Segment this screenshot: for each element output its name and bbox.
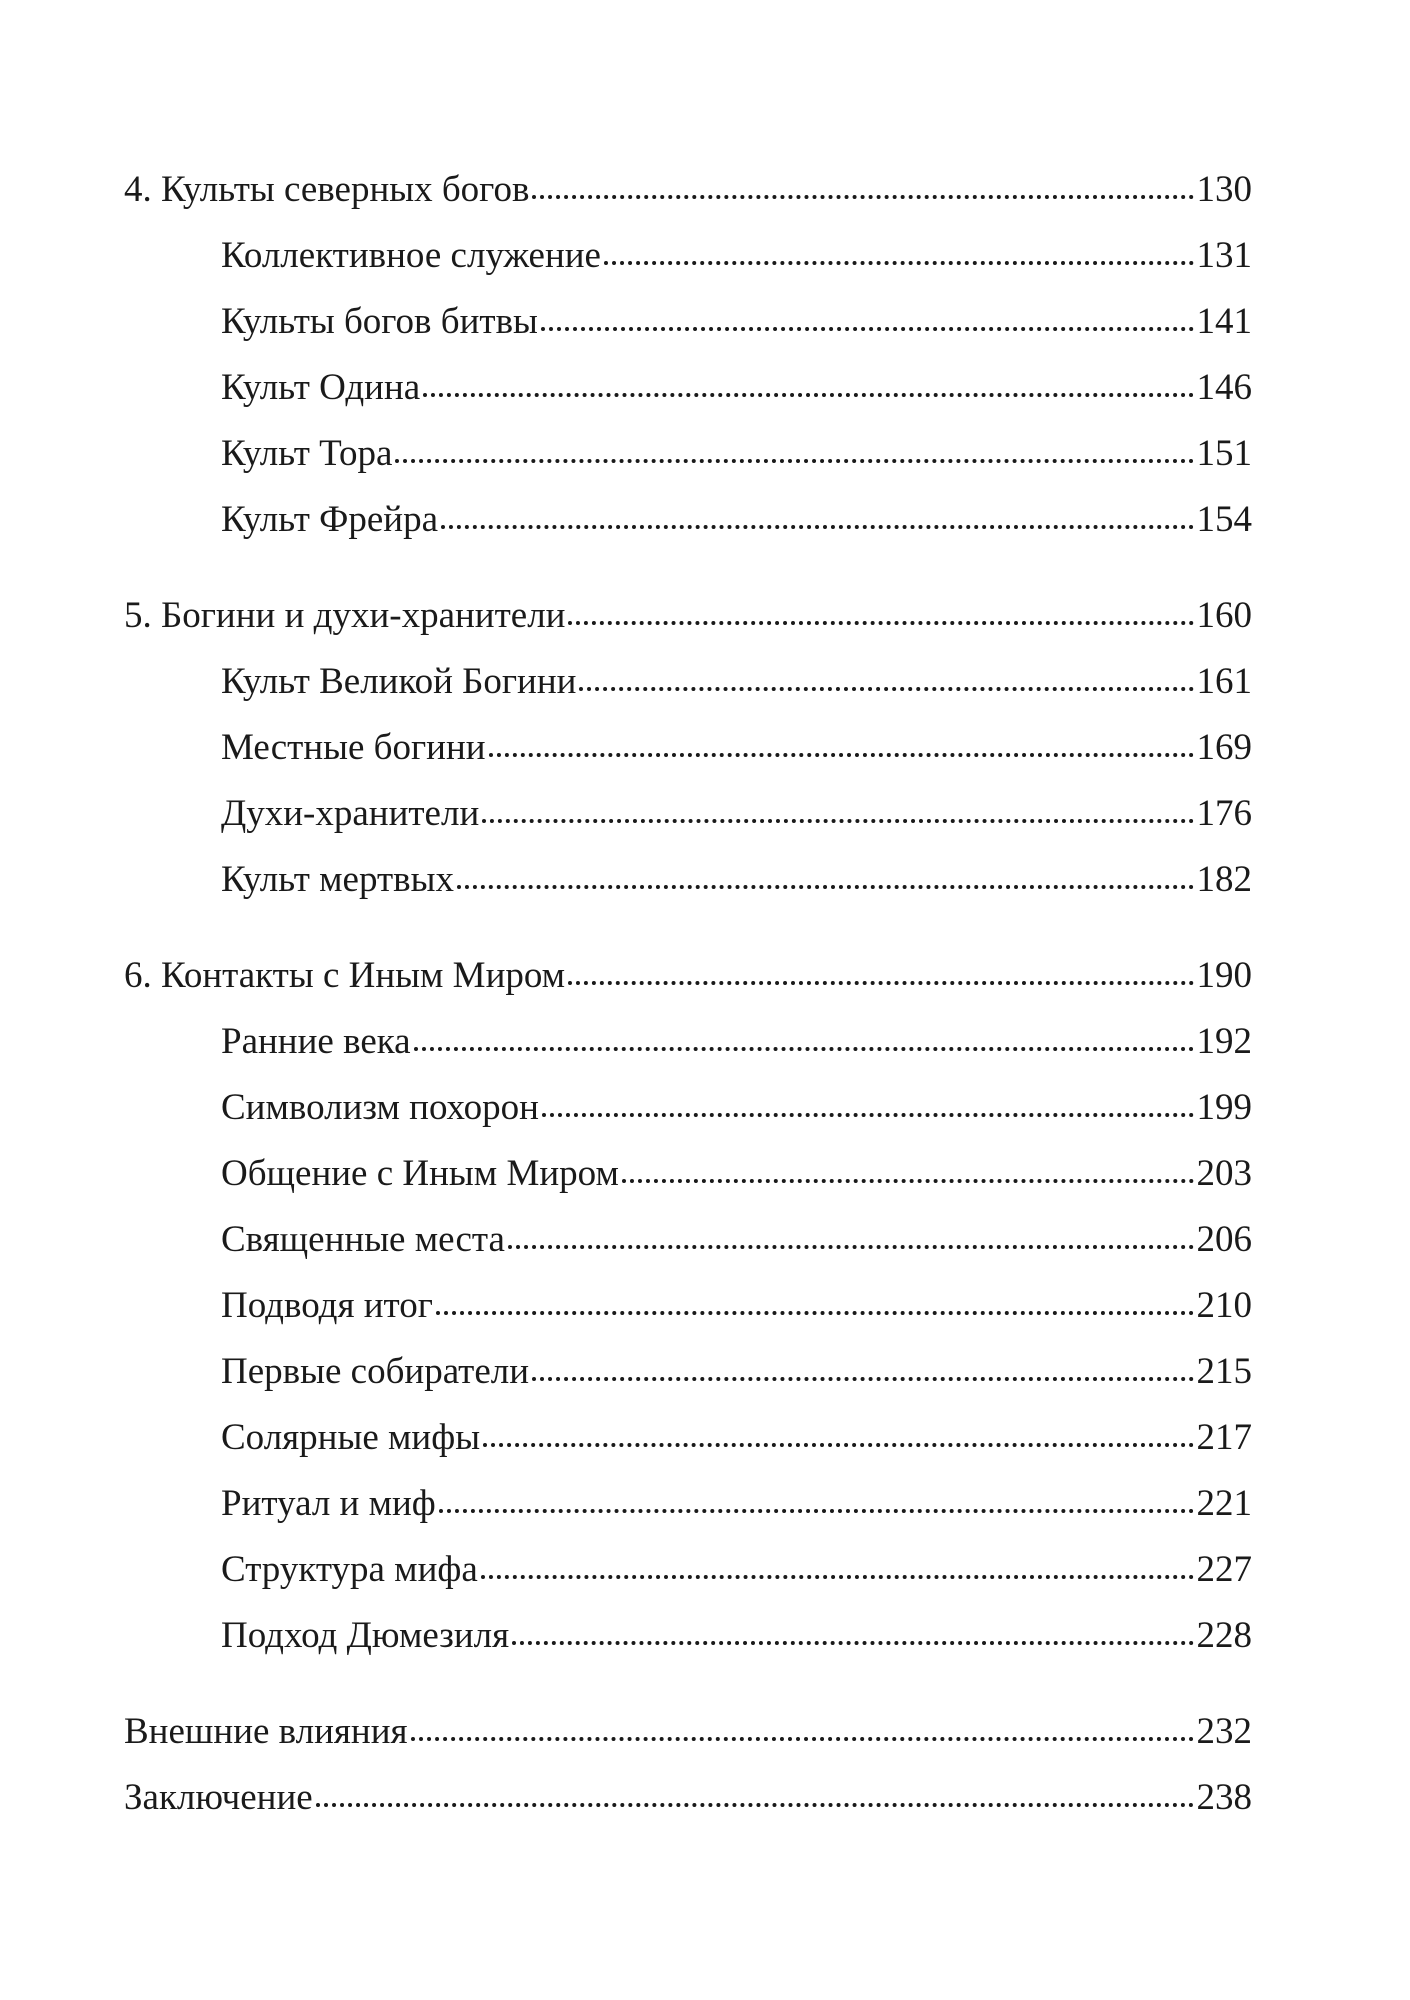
dot-leader [423,393,1193,397]
toc-entry-page: 203 [1196,1153,1252,1194]
toc-section-5 [124,583,1252,913]
toc-entry[interactable] [124,649,1252,715]
toc-entry-title: Культ Фрейра [221,499,438,540]
toc-entry-title: Культ Тора [221,433,393,474]
toc-entry-page: 227 [1196,1549,1252,1590]
toc-entry-page: 228 [1196,1615,1252,1656]
dot-leader [414,1047,1194,1051]
toc-entry-page: 192 [1196,1021,1252,1062]
toc-entry-page: 190 [1196,955,1252,996]
toc-entry-title: Культ Одина [221,367,421,408]
toc-section-6 [124,943,1252,1669]
dot-leader [512,1641,1193,1645]
toc-entry[interactable] [124,1537,1252,1603]
toc-entry-title: Местные богини [221,727,486,768]
toc-entry-title: Культ мертвых [221,859,454,900]
toc-entry-title: Коллективное служение [221,235,601,276]
toc-entry-title: Подводя итог [221,1285,433,1326]
toc-entry-page: 176 [1196,793,1252,834]
dot-leader [489,753,1194,757]
dot-leader [532,195,1193,199]
dot-leader [483,1443,1193,1447]
toc-entry[interactable] [124,421,1252,487]
toc-entry-page: 131 [1196,235,1252,276]
dot-leader [604,261,1194,265]
dot-leader [411,1737,1194,1741]
toc-entry[interactable] [124,223,1252,289]
toc-entry-title: 4. Культы северных богов [124,169,530,210]
toc-entry-title: Заключение [124,1777,313,1818]
toc-entry-page: 161 [1196,661,1252,702]
dot-leader [316,1803,1194,1807]
toc-entry-page: 206 [1196,1219,1252,1260]
toc-entry[interactable] [124,1009,1252,1075]
dot-leader [542,1113,1194,1117]
toc-entry[interactable] [124,847,1252,913]
dot-leader [532,1377,1193,1381]
dot-leader [568,621,1193,625]
toc-chapter-entry[interactable] [124,157,1252,223]
toc-entry-page: 154 [1196,499,1252,540]
toc-closing-section [124,1699,1252,1831]
dot-leader [622,1179,1194,1183]
dot-leader [579,687,1193,691]
dot-leader [395,459,1193,463]
toc-entry-title: Внешние влияния [124,1711,408,1752]
toc-entry[interactable] [124,715,1252,781]
toc-entry[interactable] [124,1405,1252,1471]
toc-entry[interactable] [124,1339,1252,1405]
dot-leader [441,525,1194,529]
toc-entry-page: 130 [1196,169,1252,210]
dot-leader [482,819,1193,823]
toc-chapter-entry[interactable] [124,1765,1252,1831]
dot-leader [568,981,1193,985]
toc-entry-title: Общение с Иным Миром [221,1153,619,1194]
toc-entry-title: Священные места [221,1219,505,1260]
toc-entry[interactable] [124,1603,1252,1669]
dot-leader [481,1575,1194,1579]
toc-section-4 [124,157,1252,553]
toc-entry[interactable] [124,1207,1252,1273]
toc-entry[interactable] [124,487,1252,553]
dot-leader [541,327,1194,331]
toc-entry[interactable] [124,1141,1252,1207]
toc-entry-title: Духи-хранители [221,793,480,834]
toc-chapter-entry[interactable] [124,943,1252,1009]
toc-entry[interactable] [124,1273,1252,1339]
toc-entry-page: 146 [1196,367,1252,408]
toc-entry-title: Культ Великой Богини [221,661,577,702]
toc-entry-title: Структура мифа [221,1549,478,1590]
toc-entry-title: Культы богов битвы [221,301,538,342]
toc-entry-page: 160 [1196,595,1252,636]
toc-entry[interactable] [124,1075,1252,1141]
toc-entry-title: Подход Дюмезиля [221,1615,510,1656]
dot-leader [508,1245,1194,1249]
toc-entry[interactable] [124,781,1252,847]
toc-entry-page: 151 [1196,433,1252,474]
toc-entry[interactable] [124,355,1252,421]
dot-leader [436,1311,1194,1315]
toc-entry-title: Первые собиратели [221,1351,530,1392]
toc-entry[interactable] [124,1471,1252,1537]
toc-entry-title: Ранние века [221,1021,411,1062]
toc-chapter-entry[interactable] [124,583,1252,649]
toc-entry-page: 169 [1196,727,1252,768]
toc-entry-page: 141 [1196,301,1252,342]
toc-entry-page: 182 [1196,859,1252,900]
toc-entry-title: Солярные мифы [221,1417,481,1458]
dot-leader [439,1509,1194,1513]
toc-entry-page: 210 [1196,1285,1252,1326]
dot-leader [457,885,1194,889]
toc-entry-title: Символизм похорон [221,1087,539,1128]
toc-entry-page: 215 [1196,1351,1252,1392]
toc-entry-page: 217 [1196,1417,1252,1458]
toc-entry-title: 5. Богини и духи-хранители [124,595,566,636]
table-of-contents [124,157,1252,1831]
toc-entry-page: 238 [1196,1777,1252,1818]
toc-chapter-entry[interactable] [124,1699,1252,1765]
toc-entry-page: 232 [1196,1711,1252,1752]
toc-entry-page: 199 [1196,1087,1252,1128]
toc-entry[interactable] [124,289,1252,355]
toc-entry-page: 221 [1196,1483,1252,1524]
toc-entry-title: 6. Контакты с Иным Миром [124,955,566,996]
toc-entry-title: Ритуал и миф [221,1483,436,1524]
